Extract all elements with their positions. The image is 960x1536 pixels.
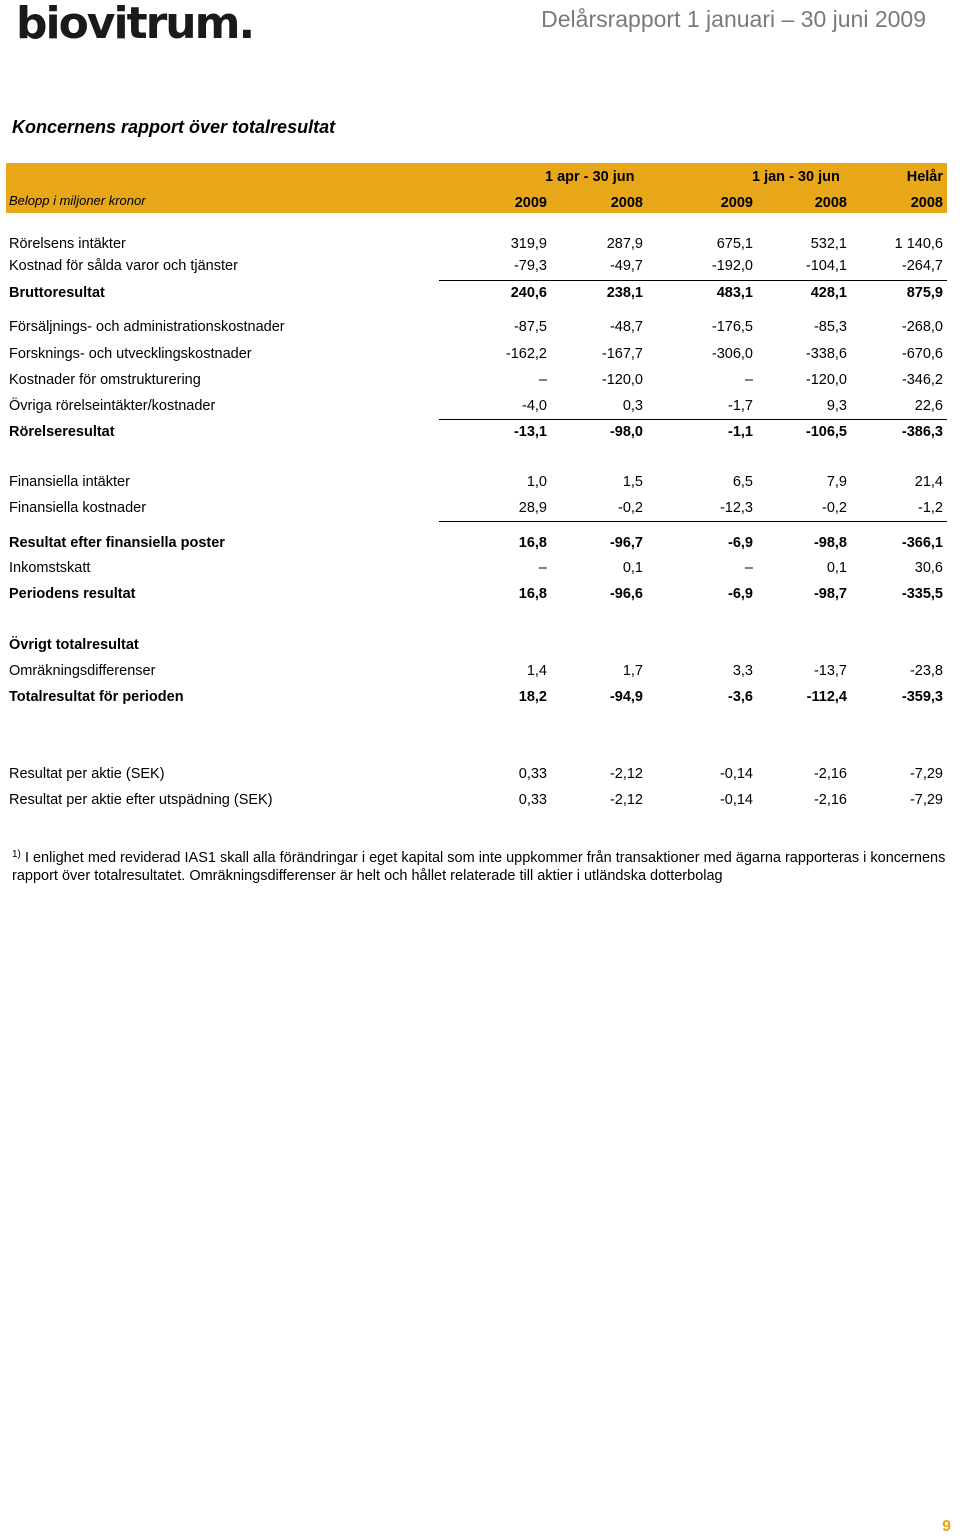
table-row (0, 236, 960, 256)
value-cell: -106,5 (805, 424, 847, 440)
value-cell: 0,3 (622, 398, 643, 414)
report-title: Koncernens rapport över totalresultat (12, 117, 336, 137)
row-label: Finansiella intäkter (9, 474, 130, 490)
value-cell: -264,7 (901, 258, 943, 274)
table-row (0, 792, 960, 812)
value-cell: -268,0 (901, 319, 943, 335)
value-cell: -13,1 (513, 424, 547, 440)
value-cell: 483,1 (716, 285, 753, 301)
value-cell: 875,9 (906, 285, 943, 301)
value-cell: -6,9 (728, 535, 753, 551)
row-label: Bruttoresultat (9, 285, 105, 301)
table-row (0, 560, 960, 580)
footnote (12, 846, 958, 885)
value-cell: 319,9 (510, 236, 547, 252)
value-cell: -0,14 (719, 766, 753, 782)
value-cell: 1 140,6 (894, 236, 943, 252)
row-label: Resultat per aktie efter utspädning (SEK) (9, 792, 273, 808)
table-row (0, 346, 960, 366)
value-cell: -359,3 (901, 689, 943, 705)
value-cell: -2,16 (813, 792, 847, 808)
value-cell: -98,0 (609, 424, 643, 440)
value-cell: 287,9 (606, 236, 643, 252)
period-h-header: 1 jan - 30 jun (752, 169, 840, 185)
table-row (0, 535, 960, 555)
year-header: 2009 (720, 195, 753, 211)
value-cell: 238,1 (606, 285, 643, 301)
value-cell: 1,5 (622, 474, 643, 490)
value-cell: -7,29 (909, 792, 943, 808)
row-label: Inkomstskatt (9, 560, 91, 576)
value-cell: -49,7 (609, 258, 643, 274)
value-cell: 18,2 (518, 689, 547, 705)
value-cell: -346,2 (901, 372, 943, 388)
table-row (0, 586, 960, 606)
value-cell: -1,2 (918, 500, 943, 516)
value-cell: -3,6 (728, 689, 753, 705)
value-cell: 3,3 (732, 663, 753, 679)
table-row (0, 766, 960, 786)
value-cell: 240,6 (510, 285, 547, 301)
value-cell: -48,7 (609, 319, 643, 335)
value-cell: -96,7 (609, 535, 643, 551)
value-cell: -6,9 (728, 586, 753, 602)
value-cell: -96,6 (609, 586, 643, 602)
company-logo: biovitrum. (16, 0, 254, 49)
value-cell: 30,6 (914, 560, 943, 576)
row-label: Omräkningsdifferenser (9, 663, 156, 679)
value-cell: -167,7 (601, 346, 643, 362)
value-cell: 21,4 (914, 474, 943, 490)
footnote-marker: 1) (12, 849, 21, 860)
row-label: Resultat efter finansiella poster (9, 535, 225, 551)
table-row (0, 285, 960, 305)
value-cell: -1,1 (728, 424, 753, 440)
value-cell: 22,6 (914, 398, 943, 414)
row-label: Forsknings- och utvecklingskostnader (9, 346, 252, 362)
table-row (0, 474, 960, 494)
value-cell: -162,2 (505, 346, 547, 362)
value-cell: -23,8 (909, 663, 943, 679)
row-label: Övriga rörelseintäkter/kostnader (9, 398, 216, 414)
row-label: Försäljnings- och administrationskostnader (9, 319, 285, 335)
value-cell: – (744, 560, 753, 576)
unit-label: Belopp i miljoner kronor (9, 193, 146, 208)
value-cell: -2,12 (609, 792, 643, 808)
value-cell: 6,5 (732, 474, 753, 490)
value-cell: -7,29 (909, 766, 943, 782)
value-cell: -79,3 (513, 258, 547, 274)
value-cell: -120,0 (805, 372, 847, 388)
value-cell: 0,1 (826, 560, 847, 576)
value-cell: -112,4 (806, 689, 847, 705)
table-row (0, 424, 960, 444)
value-cell: 28,9 (518, 500, 547, 516)
footnote-text: I enlighet med reviderad IAS1 skall alla förändringar i eget kapital som inte uppkommer från transaktioner med ägarna rapporteras i koncernens rapport över totalresultatet. Omräkningsdifferenser är helt och hållet relaterade till aktier i utländska dotterbolag (12, 850, 946, 884)
value-cell: -366,1 (901, 535, 943, 551)
value-cell: -120,0 (601, 372, 643, 388)
period-q-header: 1 apr - 30 jun (545, 169, 635, 185)
table-row (0, 258, 960, 278)
value-cell: 7,9 (826, 474, 847, 490)
value-cell: -2,16 (813, 766, 847, 782)
value-cell: 16,8 (518, 535, 547, 551)
subtotal-rule (439, 419, 947, 420)
value-cell: 0,33 (518, 792, 547, 808)
row-label: Kostnader för omstrukturering (9, 372, 201, 388)
row-label: Övrigt totalresultat (9, 637, 139, 653)
value-cell: -0,14 (719, 792, 753, 808)
row-label: Periodens resultat (9, 586, 136, 602)
value-cell: 1,7 (622, 663, 643, 679)
page-number: 9 (942, 1518, 951, 1535)
value-cell: -192,0 (711, 258, 753, 274)
value-cell: 1,0 (526, 474, 547, 490)
value-cell: -94,9 (609, 689, 643, 705)
table-row (0, 372, 960, 392)
value-cell: -386,3 (901, 424, 943, 440)
value-cell: -0,2 (618, 500, 643, 516)
table-row (0, 398, 960, 418)
table-row (0, 500, 960, 520)
value-cell: -4,0 (522, 398, 547, 414)
row-label: Totalresultat för perioden (9, 689, 184, 705)
period-fy-header: Helår (906, 169, 943, 185)
value-cell: -306,0 (711, 346, 753, 362)
value-cell: -2,12 (609, 766, 643, 782)
value-cell: -87,5 (513, 319, 547, 335)
value-cell: -98,8 (813, 535, 847, 551)
value-cell: 9,3 (826, 398, 847, 414)
value-cell: -670,6 (901, 346, 943, 362)
row-label: Finansiella kostnader (9, 500, 147, 516)
subtotal-rule (439, 521, 947, 522)
value-cell: – (538, 372, 547, 388)
value-cell: -12,3 (719, 500, 753, 516)
value-cell: -13,7 (813, 663, 847, 679)
section-heading (0, 637, 960, 657)
value-cell: -335,5 (901, 586, 943, 602)
value-cell: -338,6 (805, 346, 847, 362)
value-cell: -98,7 (813, 586, 847, 602)
value-cell: 428,1 (810, 285, 847, 301)
value-cell: -104,1 (805, 258, 847, 274)
value-cell: -85,3 (813, 319, 847, 335)
year-header: 2009 (514, 195, 547, 211)
value-cell: -176,5 (711, 319, 753, 335)
document-title: Delårsrapport 1 januari – 30 juni 2009 (541, 6, 926, 32)
row-label: Kostnad för sålda varor och tjänster (9, 258, 238, 274)
value-cell: – (744, 372, 753, 388)
year-header: 2008 (910, 195, 943, 211)
value-cell: -0,2 (822, 500, 847, 516)
value-cell: 1,4 (526, 663, 547, 679)
value-cell: 0,33 (518, 766, 547, 782)
value-cell: 675,1 (716, 236, 753, 252)
row-label: Resultat per aktie (SEK) (9, 766, 165, 782)
value-cell: – (538, 560, 547, 576)
table-row (0, 689, 960, 709)
subtotal-rule (439, 280, 947, 281)
value-cell: 532,1 (810, 236, 847, 252)
value-cell: 0,1 (622, 560, 643, 576)
row-label: Rörelsens intäkter (9, 236, 126, 252)
row-label: Rörelseresultat (9, 424, 115, 440)
table-row (0, 319, 960, 339)
table-row (0, 663, 960, 683)
value-cell: -1,7 (728, 398, 753, 414)
year-header: 2008 (814, 195, 847, 211)
value-cell: 16,8 (518, 586, 547, 602)
year-header: 2008 (610, 195, 643, 211)
